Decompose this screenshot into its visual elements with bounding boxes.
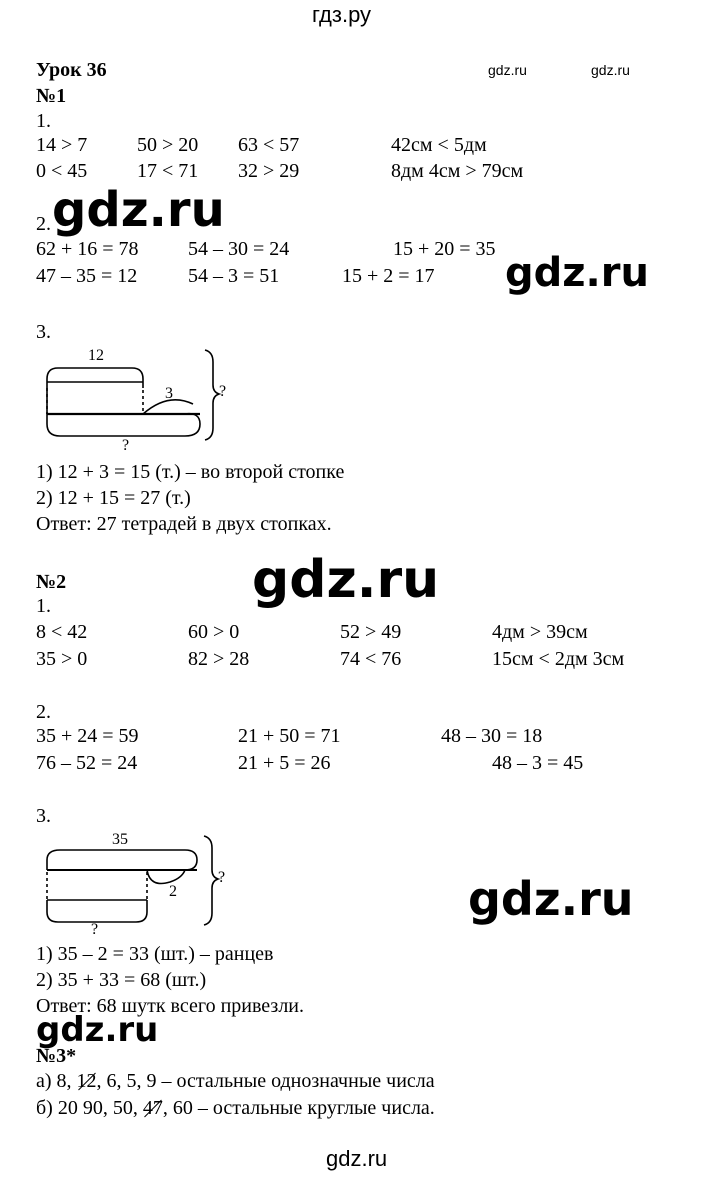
watermark: gdz.ru: [252, 550, 440, 610]
task-1-label: №1: [36, 85, 67, 107]
task-3-label: №3*: [36, 1045, 77, 1067]
comparison: 0 < 45: [36, 160, 88, 182]
diagram-label-bottom: ?: [91, 921, 99, 938]
diagram-label-arc: 2: [169, 883, 177, 900]
part-number: 2.: [36, 701, 51, 723]
comparison: 60 > 0: [188, 621, 240, 643]
answer-line: Ответ: 27 тетрадей в двух стопках.: [36, 513, 332, 535]
diagram-label-bottom: ?: [122, 437, 130, 454]
watermark: gdz.ru: [591, 62, 630, 78]
diagram-label-top: 12: [88, 347, 104, 364]
solution-line: 1) 35 – 2 = 33 (шт.) – ранцев: [36, 943, 274, 965]
equation: 35 + 24 = 59: [36, 725, 139, 747]
equation: 54 – 30 = 24: [188, 238, 290, 260]
site-footer: gdz.ru: [326, 1146, 388, 1171]
comparison: 35 > 0: [36, 648, 88, 670]
solution-line: 2) 12 + 15 = 27 (т.): [36, 487, 191, 509]
equation: 48 – 30 = 18: [441, 725, 543, 747]
equation: 62 + 16 = 78: [36, 238, 139, 260]
comparison: 4дм > 39см: [492, 621, 588, 643]
solution-line: 2) 35 + 33 = 68 (шт.): [36, 969, 207, 991]
answer-a: [36, 1069, 435, 1093]
equation: 21 + 5 = 26: [238, 752, 331, 774]
answer-b-suffix: , 60 – остальные круглые числа.: [162, 1097, 435, 1119]
solution-line: 1) 12 + 3 = 15 (т.) – во второй стопке: [36, 461, 345, 483]
equation: 21 + 50 = 71: [238, 725, 341, 747]
comparison: 42см < 5дм: [391, 134, 487, 156]
answer-a-suffix: , 6, 5, 9 – остальные однозначные числа: [96, 1070, 435, 1092]
site-header: гдз.ру: [312, 2, 372, 27]
comparison: 32 > 29: [238, 160, 300, 182]
part-number: 3.: [36, 321, 51, 343]
watermark: gdz.ru: [36, 1010, 159, 1050]
comparison: 17 < 71: [137, 160, 199, 182]
task-2-label: №2: [36, 571, 67, 593]
answer-a-prefix: а) 8,: [36, 1070, 77, 1092]
diagram-label-arc: 3: [165, 385, 173, 402]
comparison: 8 < 42: [36, 621, 88, 643]
struck-number: 47: [142, 1097, 163, 1119]
equation: 48 – 3 = 45: [492, 752, 584, 774]
struck-number: 12: [76, 1070, 97, 1092]
part-number: 2.: [36, 213, 51, 235]
answer-line: Ответ: 68 шутк всего привезли.: [36, 995, 305, 1017]
watermark: gdz.ru: [488, 62, 527, 78]
answer-b: [36, 1096, 435, 1120]
equation: 15 + 20 = 35: [393, 238, 496, 260]
comparison: 14 > 7: [36, 134, 88, 156]
answer-b-prefix: б) 20 90, 50,: [36, 1097, 143, 1119]
diagram-label-right: ?: [219, 383, 227, 400]
equation: 76 – 52 = 24: [36, 752, 138, 774]
equation: 47 – 35 = 12: [36, 265, 138, 287]
watermark: gdz.ru: [505, 250, 649, 296]
watermark: gdz.ru: [468, 872, 634, 926]
comparison: 63 < 57: [238, 134, 300, 156]
equation: 15 + 2 = 17: [342, 265, 435, 287]
watermark: gdz.ru: [52, 182, 225, 238]
comparison: 15см < 2дм 3см: [492, 648, 625, 670]
part-number: 1.: [36, 110, 51, 132]
comparison: 8дм 4см > 79см: [391, 160, 524, 182]
lesson-title: Урок 36: [36, 59, 107, 81]
diagram-label-right: ?: [218, 869, 226, 886]
part-number: 3.: [36, 805, 51, 827]
comparison: 50 > 20: [137, 134, 199, 156]
diagram-label-top: 35: [112, 831, 128, 848]
comparison: 74 < 76: [340, 648, 402, 670]
comparison: 52 > 49: [340, 621, 402, 643]
comparison: 82 > 28: [188, 648, 250, 670]
part-number: 1.: [36, 595, 51, 617]
equation: 54 – 3 = 51: [188, 265, 280, 287]
